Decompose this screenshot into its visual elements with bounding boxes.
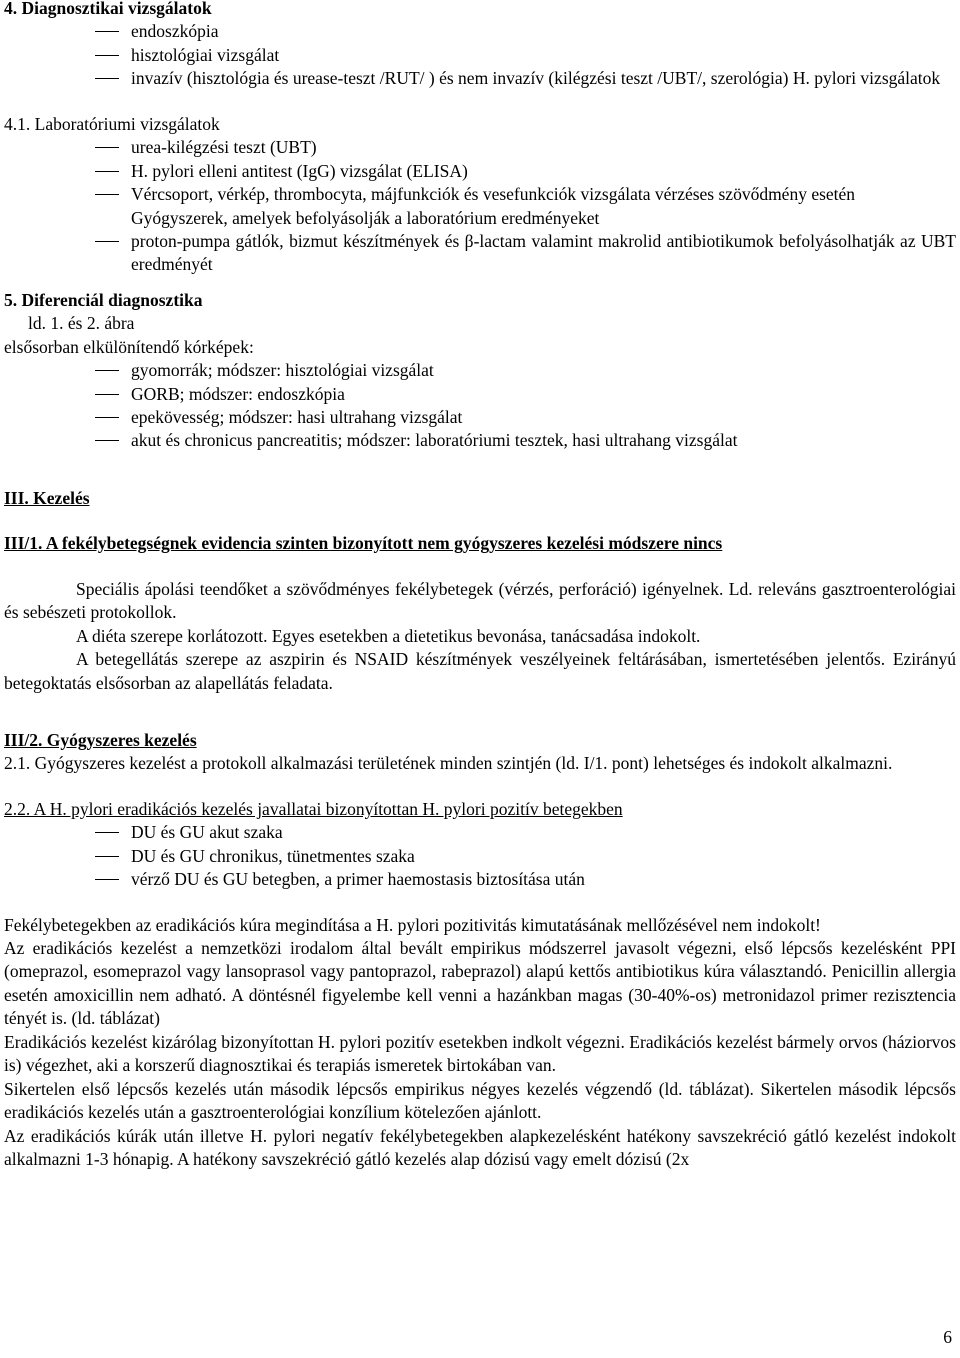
list-item: proton-pumpa gátlók, bizmut készítmények és β-lactam valamint makrolid antibiotikumok befolyásolhatják az UBT eredményét	[4, 230, 956, 277]
section-41-heading: 4.1. Laboratóriumi vizsgálatok	[4, 113, 220, 134]
paragraph: A diéta szerepe korlátozott. Egyes esetekben a dietetikus bevonása, tanácsadása indokolt.	[76, 625, 701, 646]
section-41-list	[4, 136, 956, 206]
list-item: gyomorrák; módszer: hisztológiai vizsgálat	[4, 359, 956, 382]
list-item: vérző DU és GU betegben, a primer haemostasis biztosítása után	[4, 868, 956, 891]
paragraph: Sikertelen első lépcsős kezelés után második lépcsős empirikus négyes kezelés végzendő (ld. táblázat). Sikertelen második lépcsős eradikációs kezelés után a gasztroenterológiai konzílium kötelezően ajánlott.	[4, 1078, 956, 1123]
paragraph: A betegellátás szerepe az aszpirin és NSAID készítmények veszélyeinek feltárásában, ismertetésében jelentős. Ezirányú betegoktatás elsősorban az alapellátás feladata.	[4, 649, 956, 693]
figure-reference: ld. 1. és 2. ábra	[28, 313, 135, 334]
list-item: urea-kilégzési teszt (UBT)	[4, 136, 956, 159]
list-item: DU és GU chronikus, tünetmentes szaka	[4, 845, 956, 868]
list-item: endoszkópia	[4, 20, 956, 43]
paragraph: Fekélybetegekben az eradikációs kúra megindítása a H. pylori pozitivitás kimutatásának mellőzésével nem indokolt!	[4, 914, 821, 935]
document-page	[4, 0, 956, 1171]
paragraph-2-2: 2.2. A H. pylori eradikációs kezelés javallatai bizonyítottan H. pylori pozitív betegekben	[4, 798, 623, 819]
drugs-list	[4, 230, 956, 277]
section-5-list	[4, 359, 956, 453]
list-item: Vércsoport, vérkép, thrombocyta, májfunkciók és vesefunkciók vizsgálata vérzéses szövődmény esetén	[4, 183, 956, 206]
page-number: 6	[943, 1327, 952, 1347]
list-item: GORB; módszer: endoszkópia	[4, 383, 956, 406]
paragraph: Az eradikációs kúrák után illetve H. pylori negatív fekélybetegekben alapkezelésként hatékony savszekréció gátló kezelést indokolt alkalmazni 1-3 hónapig. A hatékony savszekréció gátló kezelés alap dózisú vagy emelt dózisú (2x	[4, 1125, 956, 1169]
list-item: invazív (hisztológia és urease-teszt /RUT/ ) és nem invazív (kilégzési teszt /UBT/, szerológia) H. pylori vizsgálatok	[4, 67, 956, 90]
section-iii-2-heading: III/2. Gyógyszeres kezelés	[4, 729, 197, 750]
list-item: epekövesség; módszer: hasi ultrahang vizsgálat	[4, 406, 956, 429]
list-item: H. pylori elleni antitest (IgG) vizsgálat (ELISA)	[4, 160, 956, 183]
list-item: akut és chronicus pancreatitis; módszer: laboratóriumi tesztek, hasi ultrahang vizsgálat	[4, 429, 956, 452]
paragraph: Az eradikációs kezelést a nemzetközi irodalom által bevált empirikus módszerrel javasolt végezni, első lépcsős kezelésként PPI (omeprazol, esomeprazol vagy lansoprasol vagy pantoprazol, rabeprazol) alapú kettős antibiotikus kúra választandó. Penicillin allergia esetén amoxicillin nem adható. A döntésnél figyelembe kell venni a hazánkban magas (30-40%-os) metronidazol primer rezisztencia tényét is. (ld. táblázat)	[4, 938, 956, 1029]
section-iii-1-heading: III/1. A fekélybetegségnek evidencia szinten bizonyított nem gyógyszeres kezelési módszere nincs	[4, 533, 723, 554]
drugs-line: Gyógyszerek, amelyek befolyásolják a laboratórium eredményeket	[131, 207, 600, 228]
list-item: DU és GU akut szaka	[4, 821, 956, 844]
section-4-list	[4, 20, 956, 90]
section-5-intro: elsősorban elkülönítendő kórképek:	[4, 336, 254, 357]
paragraph-2-1: 2.1. Gyógyszeres kezelést a protokoll alkalmazási területének minden szintjén (ld. I/1. pont) lehetséges és indokolt alkalmazni.	[4, 753, 893, 774]
section-iii-heading: III. Kezelés	[4, 487, 90, 508]
section-5-heading: 5. Diferenciál diagnosztika	[4, 289, 203, 310]
paragraph: Speciális ápolási teendőket a szövődményes fekélybetegek (vérzés, perforáció) igényelnek. Ld. releváns gasztroenterológiai és sebészeti protokollok.	[4, 578, 956, 623]
section-4-heading: 4. Diagnosztikai vizsgálatok	[4, 0, 212, 18]
paragraph: Eradikációs kezelést kizárólag bizonyítottan H. pylori pozitív esetekben indkolt végezni. Eradikációs kezelést bármely orvos (háziorvos is) végezhet, aki a korszerű diagnosztikai és terapiás ismeretek birtokában van.	[4, 1031, 956, 1076]
indication-list	[4, 821, 956, 891]
list-item: hisztológiai vizsgálat	[4, 44, 956, 67]
